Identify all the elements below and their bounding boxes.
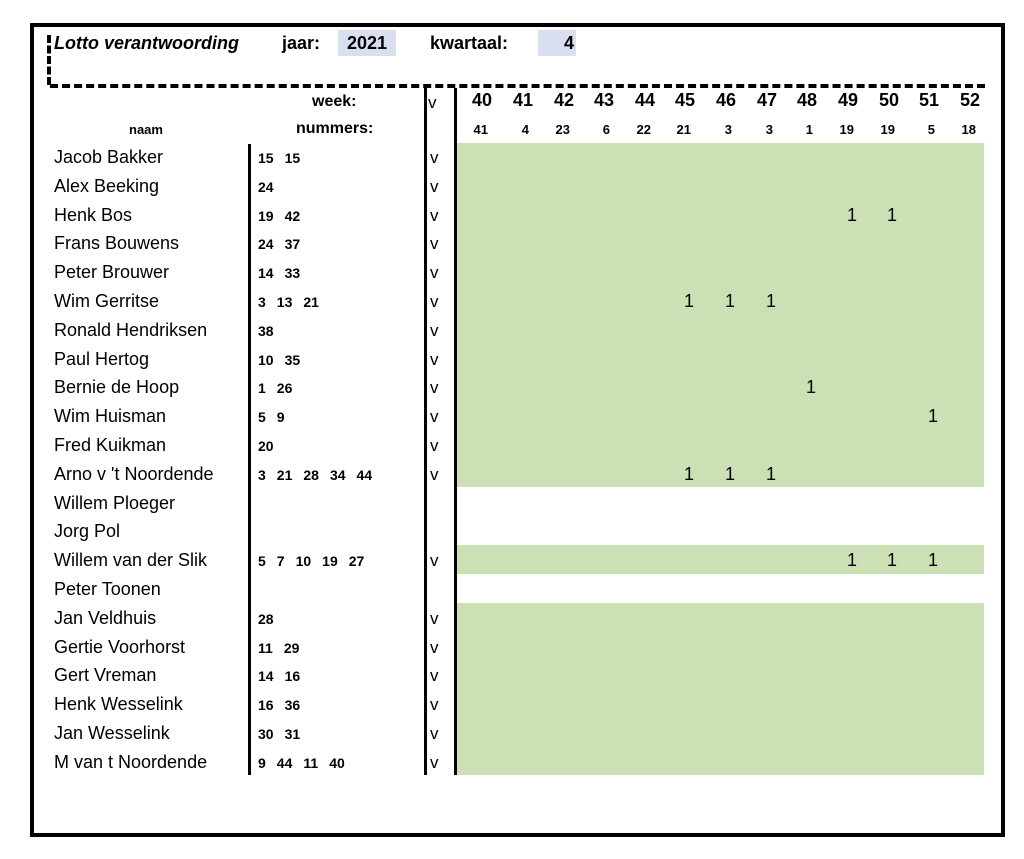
paid-mark: v <box>430 666 439 686</box>
participant-name: Jan Wesselink <box>54 723 170 743</box>
participant-name: Peter Toonen <box>54 579 161 599</box>
participant-numbers <box>258 150 311 166</box>
week-drawn-number: 23 <box>555 122 570 137</box>
week-header: 48 <box>796 90 817 110</box>
paid-mark: v <box>430 292 439 311</box>
participant-name: Frans Bouwens <box>54 233 180 254</box>
week-drawn-number: 5 <box>927 122 935 137</box>
paid-mark: v <box>430 234 439 254</box>
jaar-value[interactable]: 2021 <box>338 30 396 56</box>
table-row <box>0 345 1024 374</box>
lotto-number: 37 <box>284 236 301 253</box>
jaar-label: jaar: <box>282 33 321 53</box>
week-header: 43 <box>593 90 614 110</box>
paid-mark: v <box>430 320 439 340</box>
participant-numbers <box>258 409 296 425</box>
kwartaal-value[interactable]: 4 <box>538 30 576 56</box>
week-header: 49 <box>837 90 858 110</box>
hit-count: 1 <box>927 550 938 571</box>
lotto-number: 44 <box>276 754 293 771</box>
hit-count: 1 <box>683 463 694 484</box>
paid-mark: v <box>430 436 439 455</box>
week-drawn-number: 1 <box>805 122 813 137</box>
lotto-number: 15 <box>284 150 301 166</box>
paid-mark: v <box>430 637 439 657</box>
participant-name: Peter Brouwer <box>54 262 170 283</box>
lotto-number: 16 <box>258 697 274 714</box>
hit-count: 1 <box>724 463 735 484</box>
week-drawn-number: 22 <box>636 122 651 137</box>
participant-numbers <box>258 236 311 252</box>
lotto-number: 28 <box>303 466 319 483</box>
naam-label: naam <box>129 122 163 137</box>
participant-name: Gertie Voorhorst <box>54 636 186 657</box>
participant-numbers <box>258 611 285 627</box>
participant-name: Gert Vreman <box>54 665 157 686</box>
table-row <box>0 690 1024 719</box>
week-header: 47 <box>756 90 777 110</box>
table-row <box>0 748 1024 777</box>
lotto-number: 20 <box>258 438 274 454</box>
lotto-number: 13 <box>276 294 293 310</box>
lotto-number: 3 <box>258 294 266 310</box>
week-drawn-number: 3 <box>765 122 773 137</box>
participant-name: Fred Kuikman <box>54 435 167 455</box>
lotto-number: 21 <box>303 294 319 310</box>
participant-numbers <box>258 755 356 771</box>
table-row <box>0 489 1024 518</box>
lotto-number: 40 <box>329 754 345 771</box>
lotto-number: 19 <box>322 553 338 570</box>
paid-mark: v <box>430 378 439 398</box>
paid-mark: v <box>430 263 439 283</box>
lotto-number: 7 <box>276 553 285 570</box>
lotto-number: 19 <box>258 207 274 224</box>
participant-name: Willem van der Slik <box>54 550 208 571</box>
participant-numbers <box>258 467 383 483</box>
week-drawn-number: 19 <box>880 122 895 137</box>
participant-numbers <box>258 380 303 396</box>
lotto-number: 9 <box>276 409 285 426</box>
week-drawn-number: 4 <box>521 122 529 137</box>
week-drawn-number: 19 <box>839 122 854 137</box>
v-column-header: v <box>428 93 437 112</box>
table-row <box>0 316 1024 345</box>
lotto-number: 10 <box>295 553 312 570</box>
lotto-number: 42 <box>284 207 301 224</box>
lotto-number: 27 <box>348 553 365 570</box>
table-row <box>0 431 1024 460</box>
week-header: 46 <box>715 90 736 110</box>
week-label: week: <box>312 93 357 110</box>
lotto-number: 26 <box>276 380 293 397</box>
paid-mark: v <box>430 349 439 369</box>
participant-name: Jan Veldhuis <box>54 607 157 628</box>
participant-name: M van t Noordende <box>54 751 208 772</box>
table-row <box>0 517 1024 546</box>
week-header: 50 <box>878 90 899 110</box>
participant-numbers <box>258 294 330 310</box>
table-row <box>0 402 1024 431</box>
lotto-number: 44 <box>356 466 373 483</box>
week-header: 45 <box>674 90 695 110</box>
lotto-number: 29 <box>283 639 300 656</box>
paid-mark: v <box>430 176 439 196</box>
hit-count: 1 <box>683 291 694 311</box>
table-row <box>0 546 1024 575</box>
week-header: 51 <box>918 90 939 110</box>
paid-mark: v <box>430 724 439 743</box>
paid-mark: v <box>430 464 439 484</box>
table-row <box>0 172 1024 201</box>
lotto-number: 21 <box>276 466 293 483</box>
table-row <box>0 604 1024 633</box>
lotto-number: 38 <box>258 322 274 339</box>
table-row <box>0 143 1024 172</box>
header-dashed-border-bottom <box>50 84 985 88</box>
paid-mark: v <box>430 752 439 772</box>
table-row <box>0 229 1024 258</box>
lotto-number: 14 <box>258 668 274 685</box>
table-row <box>0 373 1024 402</box>
table-row <box>0 661 1024 690</box>
participant-numbers <box>258 726 311 742</box>
participant-numbers <box>258 352 311 368</box>
participant-numbers <box>258 668 311 684</box>
lotto-number: 14 <box>258 265 274 282</box>
week-drawn-number: 6 <box>602 122 610 137</box>
paid-mark: v <box>430 695 439 715</box>
hit-count: 1 <box>765 463 776 484</box>
paid-mark: v <box>430 205 439 225</box>
hit-count: 1 <box>927 406 938 427</box>
participant-name: Jorg Pol <box>54 521 121 542</box>
lotto-number: 9 <box>258 754 266 771</box>
table-row <box>0 575 1024 604</box>
week-drawn-number: 21 <box>676 122 691 137</box>
lotto-number: 28 <box>258 610 274 627</box>
participant-name: Bernie de Hoop <box>54 377 180 398</box>
lotto-number: 5 <box>258 409 266 426</box>
hit-count: 1 <box>846 204 857 225</box>
lotto-number: 11 <box>303 754 319 771</box>
participant-name: Alex Beeking <box>54 175 160 196</box>
week-header: 41 <box>512 90 533 110</box>
lotto-number: 30 <box>258 726 274 742</box>
hit-count: 1 <box>724 291 735 311</box>
kwartaal-label: kwartaal: <box>430 33 509 53</box>
lotto-number: 24 <box>258 236 274 253</box>
week-drawn-number: 3 <box>724 122 732 137</box>
nummers-label: nummers: <box>296 120 374 137</box>
table-row <box>0 201 1024 230</box>
table-row <box>0 287 1024 316</box>
participant-name: Arno v 't Noordende <box>54 463 214 484</box>
paid-mark: v <box>430 551 439 571</box>
participant-name: Willem Ploeger <box>54 492 176 513</box>
week-header: 52 <box>959 90 980 110</box>
hit-count: 1 <box>805 377 816 398</box>
lotto-number: 16 <box>284 668 301 685</box>
participant-name: Paul Hertog <box>54 348 150 369</box>
lotto-number: 15 <box>258 150 274 166</box>
paid-mark: v <box>430 608 439 628</box>
week-header: 40 <box>471 90 492 110</box>
hit-count: 1 <box>846 550 857 571</box>
paid-mark: v <box>430 148 439 167</box>
participant-name: Ronald Hendriksen <box>54 319 208 340</box>
participant-numbers <box>258 438 285 454</box>
week-header: 44 <box>634 90 655 110</box>
lotto-number: 1 <box>258 380 266 397</box>
participant-numbers <box>258 323 285 339</box>
participant-numbers <box>258 640 310 656</box>
participant-name: Jacob Bakker <box>54 147 164 167</box>
participant-numbers <box>258 553 375 569</box>
lotto-number: 35 <box>284 351 301 368</box>
participant-name: Wim Huisman <box>54 406 167 427</box>
lotto-number: 36 <box>284 697 301 714</box>
participant-name: Henk Bos <box>54 204 133 225</box>
participant-numbers <box>258 265 311 281</box>
participant-name: Henk Wesselink <box>54 694 183 715</box>
participant-name: Wim Gerritse <box>54 291 159 311</box>
lotto-number: 11 <box>258 639 273 656</box>
lotto-number: 10 <box>258 351 274 368</box>
hit-count: 1 <box>886 204 897 225</box>
lotto-number: 24 <box>258 178 274 195</box>
lotto-number: 3 <box>258 466 266 483</box>
hit-count: 1 <box>765 291 776 311</box>
table-row <box>0 633 1024 662</box>
lotto-number: 33 <box>284 265 301 282</box>
lotto-number: 34 <box>329 466 346 483</box>
week-drawn-number: 18 <box>961 122 976 137</box>
participant-numbers <box>258 208 311 224</box>
participant-numbers <box>258 697 311 713</box>
header-dashed-border-left <box>47 35 51 85</box>
lotto-number: 31 <box>284 726 301 742</box>
paid-mark: v <box>430 407 439 427</box>
table-row <box>0 258 1024 287</box>
week-header: 42 <box>553 90 574 110</box>
lotto-number: 5 <box>258 553 266 570</box>
sheet-title: Lotto verantwoording <box>54 33 239 53</box>
participant-numbers <box>258 179 285 195</box>
table-row <box>0 719 1024 748</box>
table-row <box>0 460 1024 489</box>
week-drawn-number: 41 <box>473 122 488 137</box>
hit-count: 1 <box>886 550 897 571</box>
